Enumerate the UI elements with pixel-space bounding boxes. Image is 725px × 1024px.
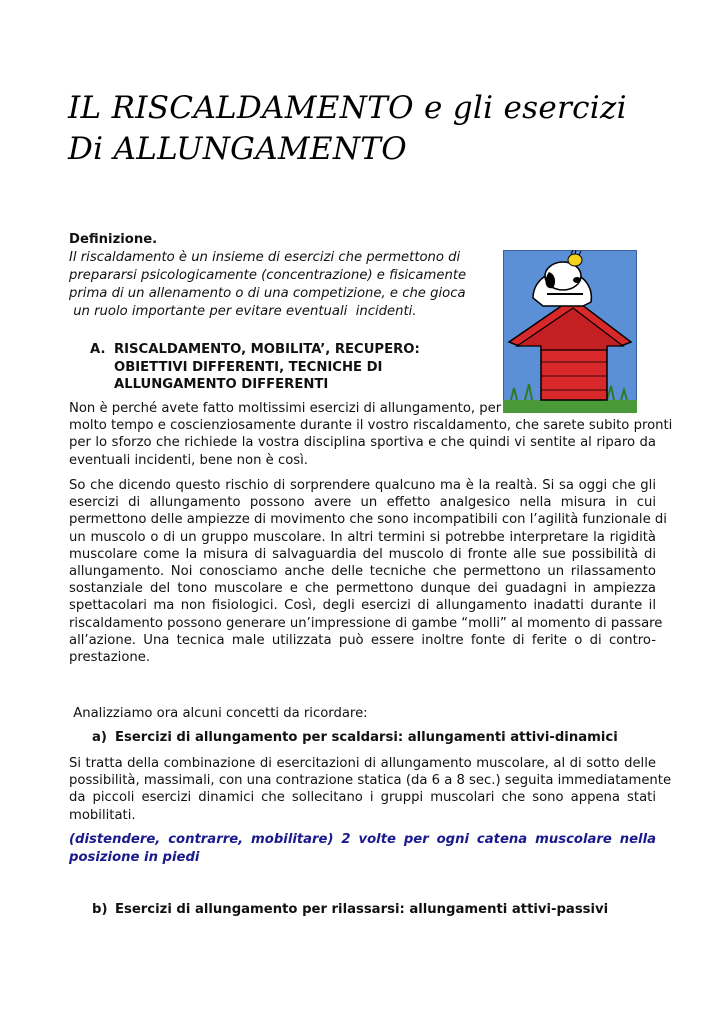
paragraph-line: per lo sforzo che richiede la vostra disciplina sportiva e che quindi vi sentite al riparo da: [69, 435, 656, 451]
section-a-line: RISCALDAMENTO, MOBILITA’, RECUPERO:: [114, 342, 420, 357]
paragraph-line: permettono delle ampiezze di movimento che sono incompatibili con l’agilità funzionale di: [69, 512, 667, 528]
definition-line: Il riscaldamento è un insieme di esercizi che permettono di: [69, 250, 461, 265]
paragraph-line: possibilità, massimali, con una contrazione statica (da 6 a 8 sec.) seguita immediatamente: [69, 773, 672, 789]
subheading-a-marker: a): [92, 730, 107, 745]
emphasis-note: [69, 831, 656, 867]
paragraph-line: spettacolari ma non fisiologici. Così, degli esercizi di allungamento inadatti durante il: [69, 598, 656, 614]
paragraph-line: muscolare come la misura di salvaguardia del muscolo di fronte alle sue possibilità di: [69, 546, 656, 562]
intro-concepts: Analizziamo ora alcuni concetti da ricordare:: [69, 706, 368, 721]
document-title: [68, 88, 668, 170]
subheading-b-marker: b): [92, 902, 108, 917]
title-line-1: IL RISCALDAMENTO e gli esercizi: [68, 90, 627, 126]
section-a-line: OBIETTIVI DIFFERENTI, TECNICHE DI: [114, 359, 383, 375]
paragraph-line: So che dicendo questo rischio di sorprendere qualcuno ma è la realtà. Si sa oggi che gli: [69, 478, 656, 493]
snoopy-doghouse-image: [503, 250, 637, 413]
paragraph-line: eventuali incidenti, bene non è così.: [69, 452, 308, 468]
paragraph-line: all’azione. Una tecnica male utilizzata può essere inoltre fonte di ferite o di contro-: [69, 632, 656, 648]
paragraph-line: prestazione.: [69, 650, 151, 666]
subheading-b-label: Esercizi di allungamento per rilassarsi: allungamenti attivi-passivi: [115, 902, 609, 917]
paragraph-line: molto tempo e coscienziosamente durante il vostro riscaldamento, che sarete subito pronti: [69, 418, 673, 434]
section-a-marker: A.: [90, 342, 106, 357]
paragraph-1: [69, 400, 673, 469]
paragraph-line: allungamento. Noi conosciamo anche delle tecniche che permettono un rilassamento: [69, 564, 656, 580]
subheading-a: [92, 730, 618, 745]
paragraph-line: Si tratta della combinazione di esercitazioni di allungamento muscolare, al di sotto delle: [69, 756, 656, 771]
paragraph-3: [69, 755, 672, 824]
section-a-line: ALLUNGAMENTO DIFFERENTI: [114, 377, 329, 392]
definition-heading: Definizione.: [69, 232, 158, 247]
paragraph-line: mobilitati.: [69, 807, 136, 823]
paragraph-line: un muscolo o di un gruppo muscolare. In altri termini si potrebbe interpretare la rigidità: [69, 529, 656, 545]
definition-line: prima di un allenamento o di una competizione, e che gioca: [69, 286, 466, 301]
title-line-2: Di ALLUNGAMENTO: [68, 131, 407, 167]
emphasis-line: posizione in piedi: [69, 850, 200, 865]
paragraph-line: sostanziale del tono muscolare e che permettono dunque dei guadagni in ampiezza: [69, 581, 656, 597]
paragraph-line: da piccoli esercizi dinamici che sollecitano i gruppi muscolari che sono appena stati: [69, 790, 656, 806]
paragraph-line: riscaldamento possono generare un’impressione di gambe “molli” al momento di passare: [69, 615, 663, 631]
definition-text: [69, 249, 469, 321]
definition-line: prepararsi psicologicamente (concentrazione) e fisicamente: [69, 268, 467, 283]
emphasis-line: (distendere, contrarre, mobilitare) 2 volte per ogni catena muscolare nella: [69, 832, 656, 847]
definition-line: un ruolo importante per evitare eventuali incidenti.: [69, 304, 417, 319]
subheading-a-label: Esercizi di allungamento per scaldarsi: allungamenti attivi-dinamici: [115, 730, 618, 745]
paragraph-line: Non è perché avete fatto moltissimi esercizi di allungamento, per: [69, 401, 502, 416]
subheading-b: [92, 902, 608, 917]
paragraph-2: [69, 477, 667, 666]
paragraph-line: esercizi di allungamento possono avere un effetto analgesico nella misura in cui: [69, 495, 656, 511]
